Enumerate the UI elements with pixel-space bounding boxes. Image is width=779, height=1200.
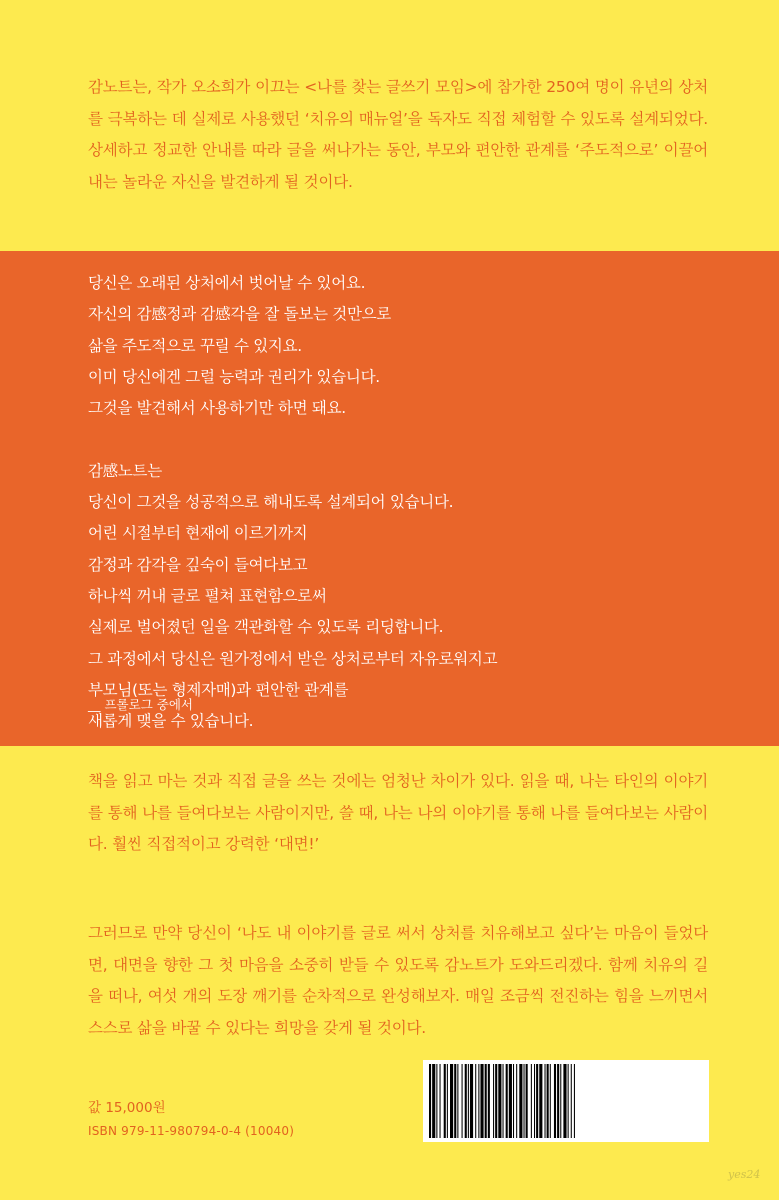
prologue-line: 어린 시절부터 현재에 이르기까지 — [88, 524, 308, 543]
barcode-bar — [536, 1064, 538, 1138]
barcode-bar — [571, 1064, 572, 1138]
prologue-line: 부모님(또는 형제자매)과 편안한 관계를 — [88, 680, 349, 699]
barcode-bar — [470, 1064, 473, 1138]
barcode-graphic — [423, 1060, 709, 1142]
body-paragraph-1: 책을 읽고 마는 것과 직접 글을 쓰는 것에는 엄청난 차이가 있다. 읽을 때, 나는 타인의 이야기를 통해 나를 들여다보는 사람이지만, 쓸 때, 나는 나의 이야기를 통해 나를 들여다보는 사람이다. 훨씬 직접적이고 강력한 ‘대면!’ — [88, 772, 708, 853]
barcode-bar — [450, 1064, 453, 1138]
barcode-bar — [547, 1064, 549, 1138]
barcode-bar — [495, 1064, 497, 1138]
barcode-bar — [557, 1064, 559, 1138]
prologue-line: 이미 당신에겐 그럴 능력과 권리가 있습니다. — [88, 367, 380, 386]
intro-paragraph: 감노트는, 작가 오소희가 이끄는 <나를 찾는 글쓰기 모임>에 참가한 250여 명이 유년의 상처를 극복하는 데 실제로 사용했던 ‘치유의 매뉴얼’을 독자도 직접 체험할 수 있도록 설계되었다. 상세하고 정교한 안내를 따라 글을 써나가는 동안, 부모와 편안한 관계를 ‘주도적으로’ 이끌어내는 놀라운 자신을 발견하게 될 것이다. — [88, 78, 708, 191]
barcode-bar — [432, 1064, 435, 1138]
prologue-line: 그 과정에서 당신은 원가정에서 받은 상처로부터 자유로워지고 — [88, 649, 498, 668]
prologue-line: 자신의 감感정과 감感각을 잘 돌보는 것만으로 — [88, 305, 391, 324]
barcode-bar — [462, 1064, 463, 1138]
barcode-bar — [457, 1064, 458, 1138]
barcode-bar — [560, 1064, 561, 1138]
barcode-bar — [454, 1064, 456, 1138]
barcode-bar — [429, 1064, 431, 1138]
barcode-bar — [468, 1064, 469, 1138]
price-label: 값 15,000원 — [88, 1100, 166, 1116]
prologue-line: 당신이 그것을 성공적으로 해내도록 설계되어 있습니다. — [88, 493, 454, 512]
prologue-excerpt — [88, 268, 728, 737]
barcode-bar — [498, 1064, 501, 1138]
prologue-line: 삶을 주도적으로 꾸릴 수 있지요. — [88, 336, 302, 355]
barcode-bar — [485, 1064, 487, 1138]
barcode-bar — [534, 1064, 535, 1138]
barcode-bar — [531, 1064, 532, 1138]
barcode-bar — [539, 1064, 542, 1138]
prologue-source: __ 프롤로그 중에서 — [88, 697, 193, 712]
barcode-bar — [563, 1064, 566, 1138]
barcode-bar — [550, 1064, 551, 1138]
prologue-line: 실제로 벌어졌던 일을 객관화할 수 있도록 리딩합니다. — [88, 618, 444, 637]
prologue-line: 그것을 발견해서 사용하기만 하면 돼요. — [88, 399, 346, 418]
barcode-bar — [545, 1064, 546, 1138]
watermark-text: yes24 — [728, 1168, 761, 1181]
barcode-bar — [465, 1064, 467, 1138]
barcode-bar — [475, 1064, 476, 1138]
prologue-line: 새롭게 맺을 수 있습니다. — [88, 712, 254, 731]
barcode-bar — [506, 1064, 508, 1138]
prologue-line: 당신은 오래된 상처에서 벗어날 수 있어요. — [88, 274, 366, 292]
barcode-bar — [447, 1064, 448, 1138]
barcode-bar — [554, 1064, 556, 1138]
barcode-bar — [524, 1064, 525, 1138]
barcode-bar — [519, 1064, 522, 1138]
barcode-bar — [513, 1064, 514, 1138]
barcode-bar — [574, 1064, 575, 1138]
isbn-label: ISBN 979-11-980794-0-4 (10040) — [88, 1124, 295, 1138]
barcode-bar — [516, 1064, 517, 1138]
barcode — [423, 1060, 709, 1142]
barcode-bar — [503, 1064, 504, 1138]
barcode-bar — [440, 1064, 441, 1138]
barcode-bar — [478, 1064, 479, 1138]
barcode-bar — [480, 1064, 483, 1138]
barcode-bar — [436, 1064, 437, 1138]
barcode-bar — [488, 1064, 490, 1138]
stanza-gap — [88, 424, 728, 455]
barcode-bar — [444, 1064, 446, 1138]
barcode-bar — [493, 1064, 494, 1138]
prologue-line: 하나씩 꺼내 글로 펼쳐 표현함으로써 — [88, 586, 327, 605]
prologue-line: 감정과 감각을 깊숙이 들여다보고 — [88, 555, 308, 574]
barcode-bar — [526, 1064, 528, 1138]
body-paragraph-2: 그러므로 만약 당신이 ‘나도 내 이야기를 글로 써서 상처를 치유해보고 싶다’는 마음이 들었다면, 대면을 향한 그 첫 마음을 소중히 받들 수 있도록 감노트가 도와드리겠다. 함께 치유의 길을 떠나, 여섯 개의 도장 깨기를 순차적으로 완성해보자. 매일 조금씩 전진하는 힘을 느끼면서 스스로 삶을 바꿀 수 있다는 희망을 갖게 될 것이다. — [88, 924, 708, 1037]
prologue-line: 감感노트는 — [88, 461, 162, 480]
barcode-bar — [568, 1064, 569, 1138]
barcode-bar — [509, 1064, 512, 1138]
